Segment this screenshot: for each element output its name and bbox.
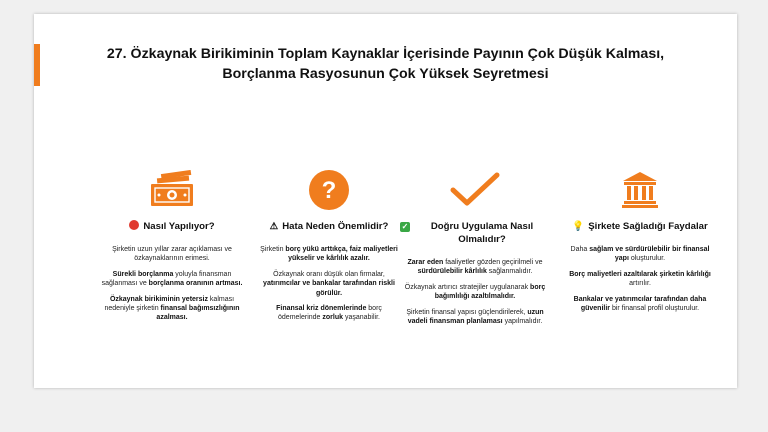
- accent-bar: [34, 44, 40, 86]
- checkmark-icon: [400, 168, 550, 212]
- column-heading: 💡 Şirkete Sağladığı Faydalar: [572, 221, 708, 232]
- column-heading: Nasıl Yapılıyor?: [97, 220, 247, 233]
- lightbulb-icon: 💡: [572, 221, 585, 232]
- svg-text:?: ?: [321, 177, 337, 204]
- paragraph: Bankalar ve yatırımcılar tarafından daha güvenilir bir finansal profil oluşturulur.: [573, 295, 707, 313]
- column-heading: ✓ Doğru Uygulama Nasıl Olmalıdır?: [401, 221, 534, 245]
- question-icon: [254, 168, 404, 212]
- paragraph: Şirketin borç yükü arttıkça, faiz maliyetleri yükselir ve kârlılık azalır.: [260, 246, 398, 263]
- bank-icon: [565, 168, 715, 212]
- check-box-icon: ✓: [401, 222, 409, 231]
- title-line-2: Borçlanma Rasyosunun Çok Yüksek Seyretmesi: [222, 66, 549, 82]
- paragraph: Borç maliyetleri azaltılarak şirketin kârlılığı artırılır.: [569, 270, 711, 288]
- column-benefits: [565, 168, 715, 319]
- paragraph: Finansal kriz dönemlerinde borç ödemelerinde zorluk yaşanabilir.: [276, 305, 382, 322]
- money-icon: [97, 168, 247, 212]
- warning-icon: ⚠: [269, 221, 279, 232]
- slide-title: [54, 44, 717, 84]
- column-why: [254, 168, 404, 329]
- paragraph: Şirketin uzun yıllar zarar açıklaması ve özkaynaklarının erimesi.: [112, 246, 232, 263]
- column-how: [97, 168, 247, 329]
- paragraph: Sürekli borçlanma yoluyla finansman sağlanması ve borçlanma oranının artması.: [101, 270, 243, 288]
- paragraph: Zarar eden faaliyetler gözden geçirilmeli ve sürdürülebilir kârlılık sağlanmalıdır.: [407, 259, 543, 276]
- paragraph: Daha sağlam ve sürdürülebilir bir finansal yapı oluşturulur.: [570, 246, 710, 263]
- column-correct: [400, 168, 550, 332]
- title-line-1: 27. Özkaynak Birikiminin Toplam Kaynaklar İçerisinde Payının Çok Düşük Kalması,: [106, 46, 665, 62]
- paragraph: Şirketin finansal yapısı güçlendirilerek, uzun vadeli finansman planlaması yapılmalıdır.: [406, 308, 544, 326]
- paragraph: Özkaynak oranı düşük olan firmalar, yatırımcılar ve bankalar tarafından riskli görülür.: [263, 270, 395, 297]
- column-heading: ⚠ Hata Neden Önemlidir?: [269, 221, 389, 232]
- slide: [34, 14, 737, 388]
- red-circle-icon: [129, 220, 139, 233]
- paragraph: Özkaynak birikiminin yetersiz kalması nedeniyle şirketin finansal bağımsızlığının azalması.: [104, 295, 240, 322]
- paragraph: Özkaynak artırıcı stratejiler uygulanarak borç bağımlılığı azaltılmalıdır.: [404, 283, 546, 301]
